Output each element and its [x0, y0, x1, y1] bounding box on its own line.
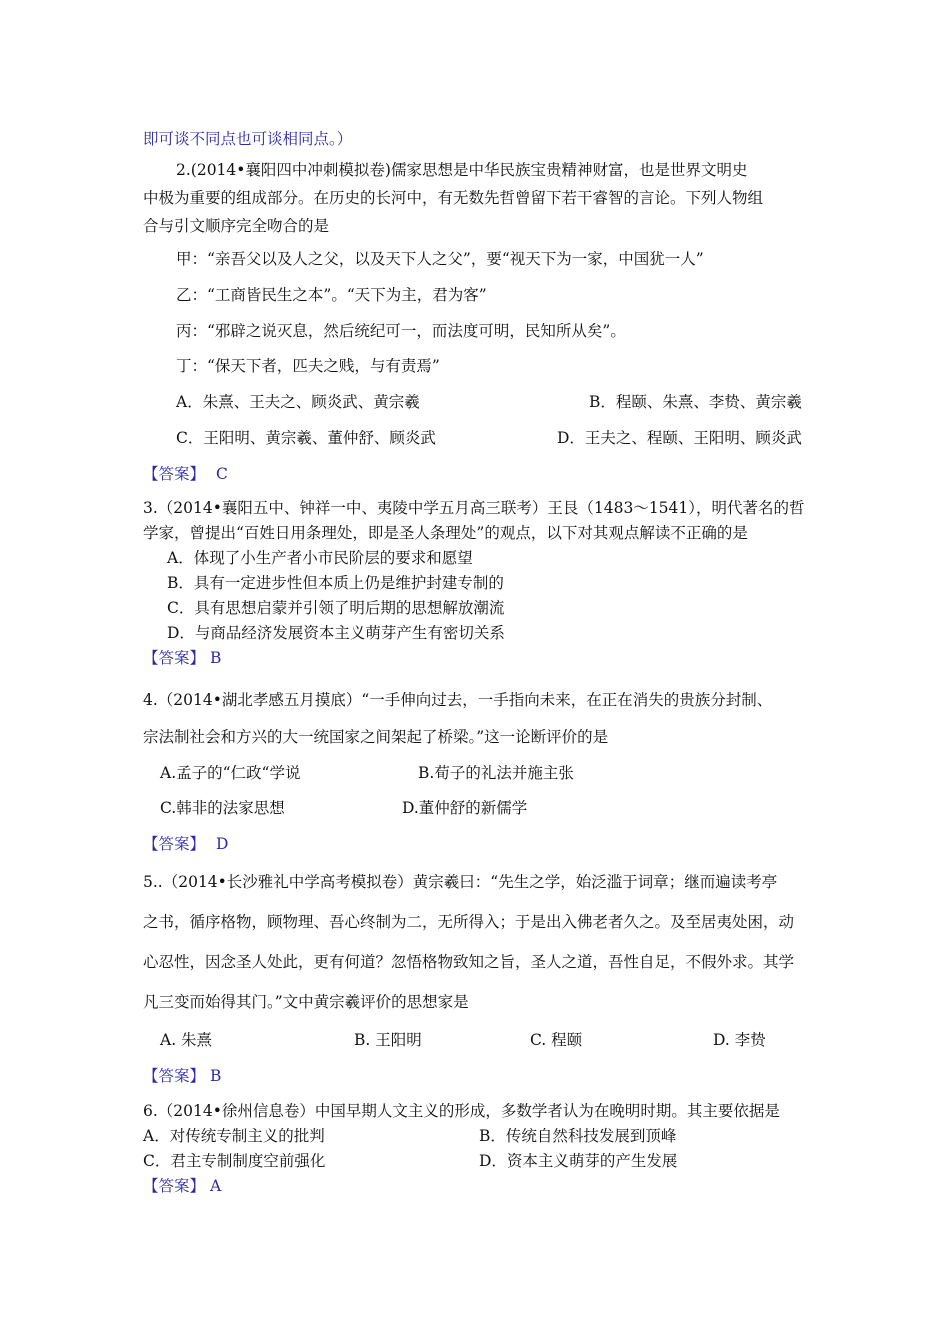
q2-option-c: C．王阳明、黄宗羲、董仲舒、顾炎武 — [176, 429, 436, 447]
answer-value: A — [209, 1177, 222, 1195]
q3-option-c: C．具有思想启蒙并引领了明后期的思想解放潮流 — [167, 599, 505, 617]
q2-quote-jia: 甲：“亲吾父以及人之父，以及天下人之父”，要“视天下为一家，中国犹一人” — [176, 250, 704, 268]
q4-option-c: C.韩非的法家思想 — [160, 799, 285, 817]
q5-stem-line-4: 凡三变而始得其门。”文中黄宗羲评价的思想家是 — [143, 993, 469, 1011]
q2-quote-bing: 丙：“邪辟之说灭息，然后统纪可一，而法度可明，民知所从矣”。 — [176, 322, 626, 340]
answer-label: 【答案】 — [143, 1067, 206, 1085]
q2-option-d: D．王夫之、程颐、王阳明、顾炎武 — [557, 429, 802, 447]
answer-label: 【答案】 — [143, 465, 206, 483]
q2-option-a: A．朱熹、王夫之、顾炎武、黄宗羲 — [176, 393, 420, 411]
q2-stem-line-2: 中极为重要的组成部分。在历史的长河中，有无数先哲曾留下若干睿智的言论。下列人物组 — [143, 189, 764, 207]
q5-answer — [143, 1066, 221, 1086]
q3-answer — [143, 648, 221, 668]
q6-option-a: A．对传统专制主义的批判 — [143, 1127, 325, 1145]
answer-label: 【答案】 — [143, 1177, 206, 1195]
q5-stem-line-1: 5..（2014•长沙雅礼中学高考模拟卷）黄宗羲曰：“先生之学，始泛滥于词章；继而遍读考亭 — [143, 873, 778, 891]
q5-option-d: D. 李贽 — [713, 1031, 766, 1049]
q4-option-b: B.荀子的礼法并施主张 — [418, 764, 574, 782]
q3-option-b: B．具有一定进步性但本质上仍是维护封建专制的 — [167, 574, 504, 592]
q5-stem-line-3: 心忍性，因念圣人处此，更有何道？忽悟格物致知之旨，圣人之道，吾性自足，不假外求。其学 — [143, 953, 795, 971]
answer-label: 【答案】 — [143, 649, 206, 667]
q4-stem-line-1: 4.（2014•湖北孝感五月摸底）“一手伸向过去，一手指向未来，在正在消失的贵族分封制、 — [143, 691, 773, 709]
q6-option-c: C．君主专制制度空前强化 — [143, 1152, 326, 1170]
q6-stem-line-1: 6.（2014•徐州信息卷）中国早期人文主义的形成，多数学者认为在晚明时期。其主要依据是 — [143, 1102, 780, 1120]
q3-stem-line-1: 3.（2014•襄阳五中、钟祥一中、夷陵中学五月高三联考）王艮（1483～1541），明代著名的哲 — [143, 499, 805, 517]
q3-option-d: D．与商品经济发展资本主义萌芽产生有密切关系 — [167, 624, 505, 642]
answer-value: B — [209, 649, 222, 667]
answer-value: C — [215, 465, 228, 483]
q5-option-b: B. 王阳明 — [354, 1031, 422, 1049]
q3-stem-line-2: 学家，曾提出“百姓日用条理处，即是圣人条理处”的观点，以下对其观点解读不正确的是 — [143, 524, 748, 542]
answer-value: B — [209, 1067, 222, 1085]
q6-option-b: B．传统自然科技发展到顶峰 — [479, 1127, 677, 1145]
q4-option-d: D.董仲舒的新儒学 — [402, 799, 528, 817]
intro-tail: 即可谈不同点也可谈相同点。） — [143, 130, 353, 148]
q2-stem-line-3: 合与引文顺序完全吻合的是 — [143, 217, 330, 235]
q4-answer — [143, 834, 228, 854]
q5-option-c: C. 程颐 — [530, 1031, 583, 1049]
q4-option-a: A.孟子的“仁政“学说 — [160, 764, 301, 782]
q4-stem-line-2: 宗法制社会和方兴的大一统国家之间架起了桥梁。”这一论断评价的是 — [143, 728, 609, 746]
q2-answer — [143, 464, 228, 484]
answer-label: 【答案】 — [143, 835, 206, 853]
q6-option-d: D．资本主义萌芽的产生发展 — [479, 1152, 678, 1170]
q2-quote-yi: 乙：“工商皆民生之本”。“天下为主，君为客” — [176, 286, 487, 304]
q2-stem-line-1: 2.(2014•襄阳四中冲刺模拟卷)儒家思想是中华民族宝贵精神财富，也是世界文明史 — [176, 161, 748, 179]
q2-quote-ding: 丁：“保天下者，匹夫之贱，与有责焉” — [176, 357, 440, 375]
answer-value: D — [215, 835, 229, 853]
q3-option-a: A．体现了小生产者小市民阶层的要求和愿望 — [167, 549, 473, 567]
q6-answer — [143, 1176, 221, 1196]
q2-option-b: B．程颐、朱熹、李贽、黄宗羲 — [589, 393, 802, 411]
q5-stem-line-2: 之书，循序格物，顾物理、吾心终制为二，无所得入；于是出入佛老者久之。及至居夷处困，动 — [143, 913, 795, 931]
q5-option-a: A. 朱熹 — [160, 1031, 213, 1049]
